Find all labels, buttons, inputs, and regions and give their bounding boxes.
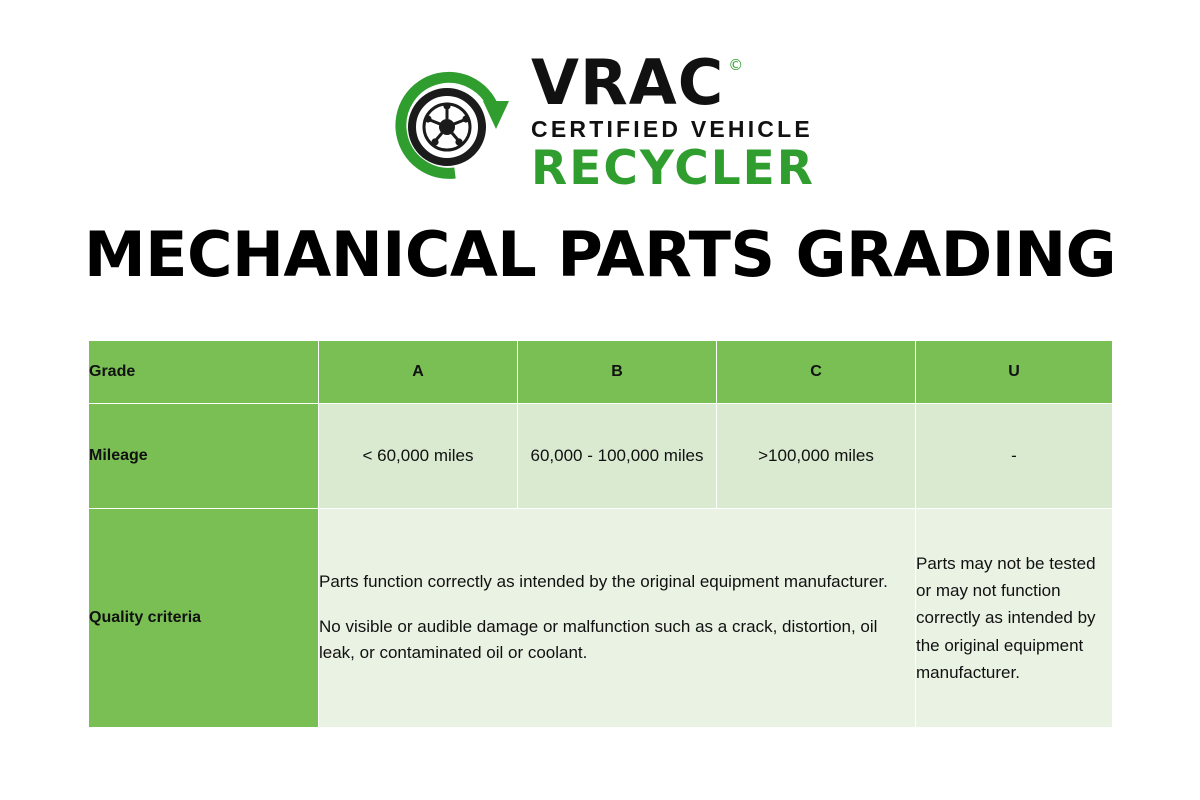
header-grade-label: Grade: [89, 341, 319, 404]
header-grade-b: B: [518, 341, 717, 404]
table-row-quality: [89, 509, 1113, 728]
logo-wordmark: [531, 46, 815, 196]
logo-recycler-text: RECYCLER: [531, 140, 815, 196]
quality-paragraph-2: No visible or audible damage or malfunction such as a crack, distortion, oil leak, or contaminated oil or coolant.: [319, 616, 878, 663]
table-row-mileage: [89, 404, 1113, 509]
grading-table: [88, 340, 1113, 728]
logo-inner: [385, 46, 815, 196]
row-label-quality: Quality criteria: [89, 509, 319, 728]
logo-brand-row: [531, 46, 815, 120]
logo-tagline: CERTIFIED VEHICLE: [531, 115, 813, 142]
header-grade-a: A: [319, 341, 518, 404]
quality-paragraph-1: Parts function correctly as intended by the original equipment manufacturer.: [319, 572, 888, 592]
mileage-grade-a: < 60,000 miles: [319, 404, 518, 509]
vrac-logo: [0, 48, 1200, 198]
logo-brand-text: VRAC: [531, 46, 725, 120]
mileage-grade-u: -: [916, 404, 1113, 509]
row-label-mileage: Mileage: [89, 404, 319, 509]
table-header-row: [89, 341, 1113, 404]
mileage-grade-c: >100,000 miles: [717, 404, 916, 509]
mileage-grade-b: 60,000 - 100,000 miles: [518, 404, 717, 509]
quality-grade-u: Parts may not be tested or may not function correctly as intended by the original equipment manufacturer.: [916, 509, 1113, 728]
header-grade-u: U: [916, 341, 1113, 404]
quality-grades-abc: [319, 509, 916, 728]
page-title: MECHANICAL PARTS GRADING: [83, 218, 1117, 291]
copyright-icon: ©: [728, 56, 744, 75]
recycling-wheel-icon: [385, 57, 517, 189]
header-grade-c: C: [717, 341, 916, 404]
